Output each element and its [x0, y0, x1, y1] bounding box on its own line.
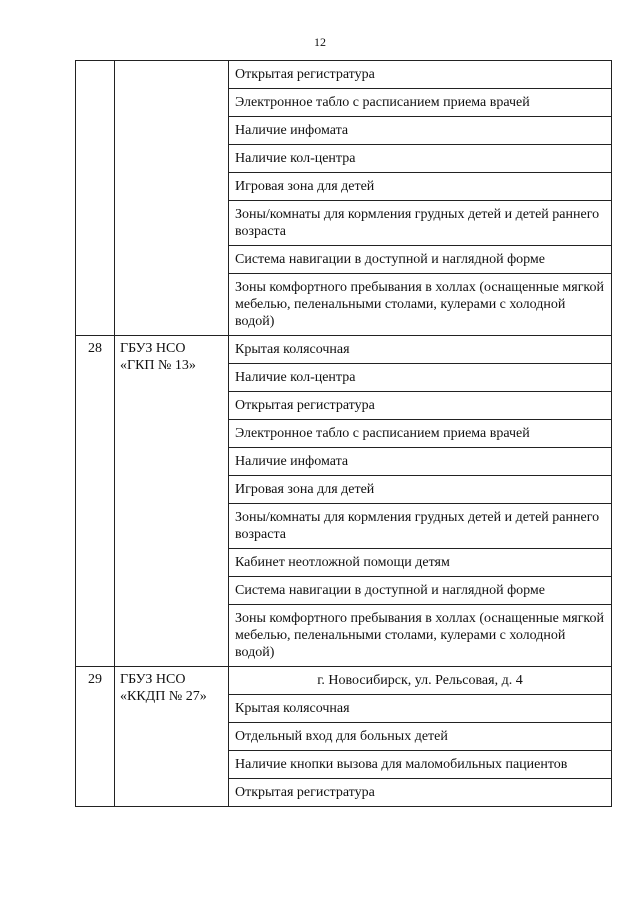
feature-cell: Наличие кол-центра — [229, 145, 612, 173]
feature-cell: Открытая регистратура — [229, 392, 612, 420]
table-row — [76, 667, 612, 695]
feature-cell: Зоны комфортного пребывания в холлах (оснащенные мягкой мебелью, пеленальными столами, кулерами с холодной водой) — [229, 274, 612, 336]
feature-cell: Наличие кол-центра — [229, 364, 612, 392]
feature-cell: Отдельный вход для больных детей — [229, 723, 612, 751]
organization-cell — [115, 336, 229, 667]
feature-cell: Открытая регистратура — [229, 779, 612, 807]
feature-cell: Крытая колясочная — [229, 336, 612, 364]
feature-cell: Система навигации в доступной и наглядной форме — [229, 246, 612, 274]
feature-cell: Открытая регистратура — [229, 61, 612, 89]
organization-name-line: «ККДП № 27» — [120, 689, 207, 704]
feature-cell: Игровая зона для детей — [229, 476, 612, 504]
feature-cell: Зоны комфортного пребывания в холлах (оснащенные мягкой мебелью, пеленальными столами, кулерами с холодной водой) — [229, 605, 612, 667]
table-row — [76, 61, 612, 89]
row-number-cell: 29 — [76, 667, 115, 807]
feature-cell: Наличие инфомата — [229, 448, 612, 476]
feature-cell: Наличие кнопки вызова для маломобильных пациентов — [229, 751, 612, 779]
organization-cell — [115, 61, 229, 336]
row-number-cell — [76, 61, 115, 336]
feature-cell: Зоны/комнаты для кормления грудных детей и детей раннего возраста — [229, 201, 612, 246]
feature-cell: Крытая колясочная — [229, 695, 612, 723]
feature-cell: Зоны/комнаты для кормления грудных детей и детей раннего возраста — [229, 504, 612, 549]
feature-cell: Электронное табло с расписанием приема врачей — [229, 89, 612, 117]
feature-cell: Электронное табло с расписанием приема врачей — [229, 420, 612, 448]
organization-name-line: ГБУЗ НСО — [120, 672, 186, 687]
organization-name-line: «ГКП № 13» — [120, 358, 196, 373]
organization-name-line: ГБУЗ НСО — [120, 341, 186, 356]
organization-cell — [115, 667, 229, 807]
table-row — [76, 336, 612, 364]
feature-cell: Игровая зона для детей — [229, 173, 612, 201]
page-number: 12 — [314, 35, 326, 49]
feature-cell: Система навигации в доступной и наглядной форме — [229, 577, 612, 605]
facilities-table — [75, 60, 612, 807]
address-cell: г. Новосибирск, ул. Рельсовая, д. 4 — [229, 667, 612, 695]
feature-cell: Наличие инфомата — [229, 117, 612, 145]
row-number-cell: 28 — [76, 336, 115, 667]
feature-cell: Кабинет неотложной помощи детям — [229, 549, 612, 577]
